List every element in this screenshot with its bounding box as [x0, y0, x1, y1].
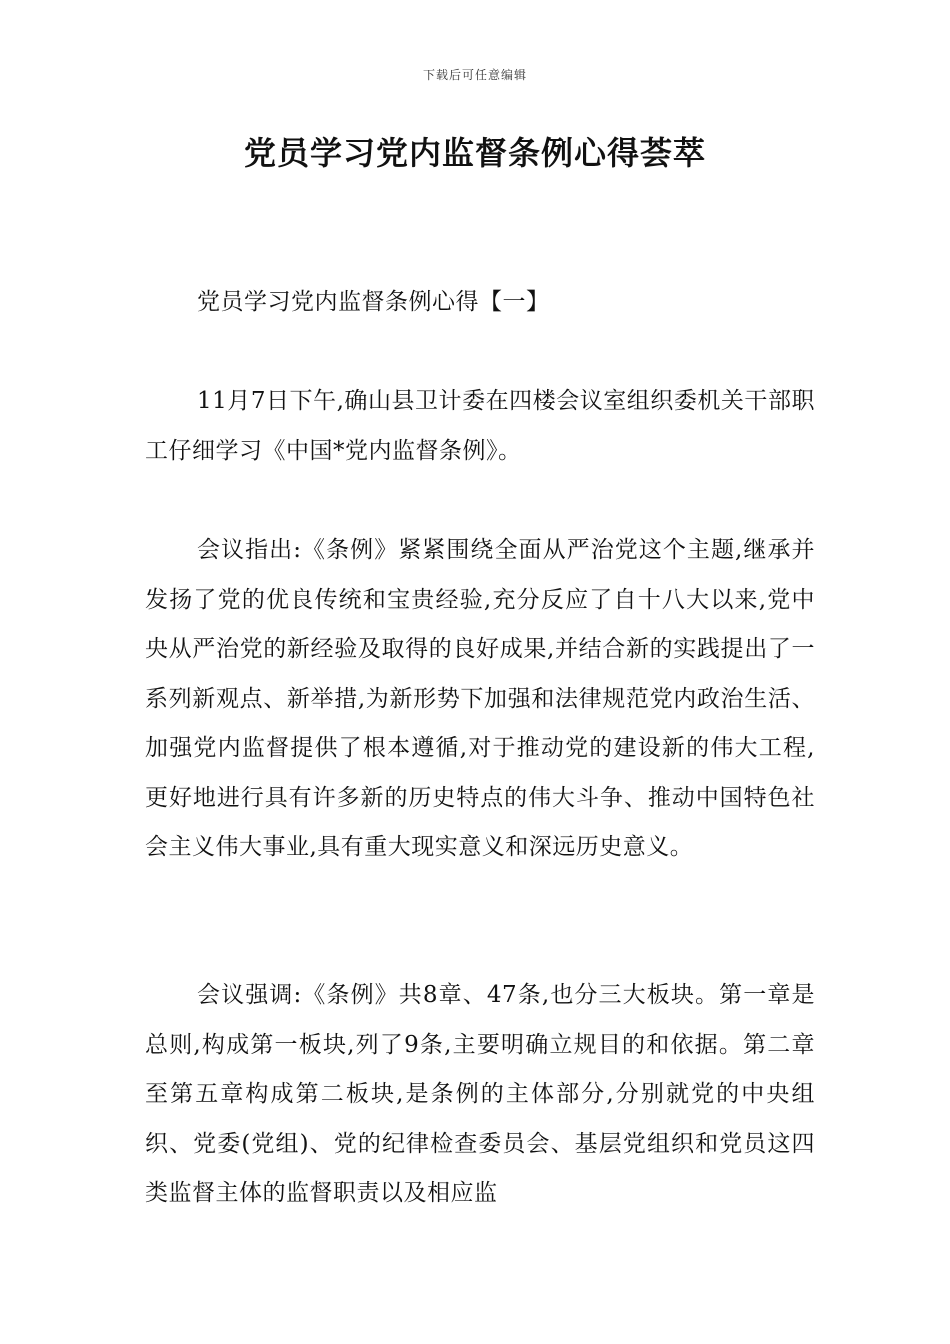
- header-note: 下载后可任意编辑: [422, 68, 527, 82]
- paragraph-2: 会议指出:《条例》紧紧围绕全面从严治党这个主题,继承并发扬了党的优良传统和宝贵经验,充分反应了自十八大以来,党中央从严治党的新经验及取得的良好成果,并结合新的实践提出了一系列新观点、新举措,为新形势下加强和法律规范党内政治生活、加强党内监督提供了根本遵循,对于推动党的建设新的伟大工程,更好地进行具有许多新的历史特点的伟大斗争、推动中国特色社会主义伟大事业,具有重大现实意义和深远历史意义。: [145, 537, 815, 860]
- document-title: 党员学习党内监督条例心得荟萃: [243, 134, 706, 172]
- section-heading: 党员学习党内监督条例心得【一】: [197, 289, 550, 315]
- paragraph-1: 11月7日下午,确山县卫计委在四楼会议室组织委机关干部职工仔细学习《中国*党内监督条例》。: [145, 388, 815, 464]
- paragraph-3: 会议强调:《条例》共8章、47条,也分三大板块。第一章是总则,构成第一板块,列了9条,主要明确立规目的和依据。第二章至第五章构成第二板块,是条例的主体部分,分别就党的中央组织、党委(党组)、党的纪律检查委员会、基层党组织和党员这四类监督主体的监督职责以及相应监: [145, 982, 815, 1206]
